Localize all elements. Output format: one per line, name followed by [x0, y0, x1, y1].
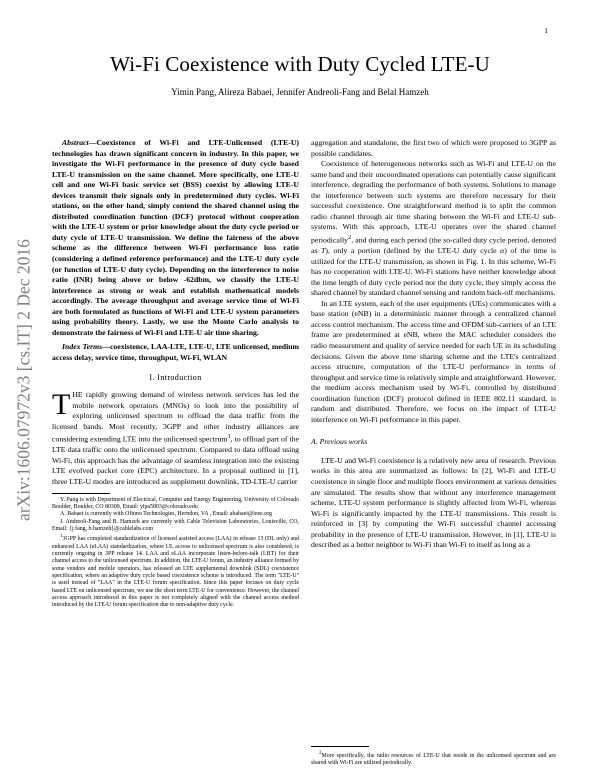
index-terms-text: —coexistence, LAA-LTE, LTE-U, LTE unlicensed, medium access delay, service time, throughput, Wi-Fi, WLAN: [52, 342, 299, 362]
footnote-marker-1: 1: [60, 534, 63, 540]
symbol-T: T: [321, 246, 326, 256]
intro-p1-part-b: , to offload part of the LTE data traffic onto the unlicensed spectrum. Compared to data offload using Wi-Fi, this approach has the advantage of seamless integration into the existing LTE evolved packet core (EPC) architecture. In a proposal outlined in [1], three LTE-U modes are introduced as supplement downlink, TD-LTE-U carrier: [52, 434, 299, 486]
footnote-author-2: A. Babaei is currently with Ofinno Technologies, Herndon, VA , Email: ababaei@ieee.org: [60, 511, 273, 518]
intro-p2-part-d: ) of the time is utilized for the LTE-U transmission, as shown in Fig. 1. In this scheme, Wi-Fi has no cooperation with LTE-U. Wi-Fi stations have neither knowledge about the time length of duty cycle period nor the duty cycle, they simply access the shared channel by standard channel sensing and random back-off mechanisms.: [311, 246, 556, 298]
intro-p2-part-c: ), only a portion (defined by the LTE-U duty cycle: [325, 246, 501, 256]
paper-title: Wi-Fi Coexistence with Duty Cycled LTE-U: [110, 52, 490, 76]
subsection-heading-previous-works: A. Previous works: [311, 437, 368, 447]
symbol-alpha: α: [500, 246, 505, 256]
page-number: 1: [544, 26, 548, 35]
footnote-marker-2: 2: [319, 751, 322, 756]
abstract: [52, 138, 299, 338]
section-heading-introduction: I. Introduction: [149, 373, 202, 383]
footnote-1-text: 3GPP has completed standardization of licensed assisted access (LAA) in release 13 (DL only) and enhanced LAA (eLAA) standardization, where UL access to unlicensed spectrum is also considered, is currently ongoing in 3PP release 14. LAA and eLAA incorporate listen-before-talk (LBT) for their channel access to the unlicensed spectrum. In addition, the LTE-U forum, an industry alliance formed by some vendors and mobile operators, has released an LTE supplemental downlink (SDL) coexistence specification, where an adaptive duty cycle based coexistence scheme is introduced. The term "LTE-U" is used instead of "LAA" in the LTE-U forum specification. Since this paper focuses on duty cycle based LTE on unlicensed spectrum, we use the short term LTE-U for convenience. However, the channel access approach introduced in this paper is not completely aligned with the channel access method introduced by the LTE-U forum specification due to non-adaptive duty cycle.: [52, 536, 299, 609]
footnote-divider-right: [311, 746, 369, 747]
arxiv-sidebar: [14, 175, 34, 585]
footnote-2: [311, 750, 556, 768]
footnote-2-text: More specifically, the radio resources of LTE-U that reside in the unlicensed spectrum and are shared with Wi-Fi are utilized periodically.: [311, 752, 556, 767]
footnote-ref-2: 2: [348, 233, 352, 241]
index-terms: [52, 342, 299, 363]
footnote-1: [52, 533, 299, 609]
left-column: [52, 138, 299, 610]
drop-cap: T: [52, 388, 71, 422]
footnote-author-3: J. Andreoli-Fang and B. Hamzeh are currently with Cable Television Laboratories, Louisville, CO, Email: {j.fang, b.hamzeh}@cablelabs.com: [52, 518, 299, 532]
intro-paragraph-2: [311, 159, 556, 299]
abstract-label: Abstract: [62, 138, 89, 147]
previous-works-paragraph: LTE-U and Wi-Fi coexistence is a relatively new area of research. Previous works in this area are summarized as follows: In [2], Wi-Fi and LTE-U coexistence in single floor and multiple floors environment at various densities are simulated. The results show that without any interference management scheme, LTE-U system performance is slightly affected from Wi-Fi, whereas Wi-Fi is significantly impacted by the LTE-U transmissions. This result is reinforced in [3] by computing the Wi-Fi successful channel accessing probability in the presence of LTE-U transmission. However, in [1], LTE-U is described as a better neighbor to Wi-Fi than Wi-Fi to itself as long as a: [311, 455, 556, 550]
intro-paragraph-1: [52, 390, 299, 488]
author-list: Yimin Pang, Alireza Babaei, Jennifer Andreoli-Fang and Belal Hamzeh: [171, 87, 429, 97]
footnote-author-1: Y. Pang is with Department of Electrical, Computer and Energy Engineering, University of Colorado Boulder, Boulder, CO 80309, Email: yipa5803@colorado.edu: [52, 496, 299, 510]
abstract-text: —Coexistence of Wi-Fi and LTE-Unlicensed (LTE-U) technologies has drawn significant concern in industry. In this paper, we investigate the Wi-Fi performance in the presence of duty cycle based LTE-U transmission on the same channel. More specifically, one LTE-U cell and one Wi-Fi basic service set (BSS) coexist by allowing LTE-U devices transmit their signals only in predetermined duty cycles. Wi-Fi stations, on the other hand, simply contend the shared channel using the distributed coordination function (DCF) protocol without cooperation with the LTE-U system or prior knowledge about the duty cycle period or duty cycle of LTE-U transmission. We define the fairness of the above scheme as the difference between Wi-Fi performance loss ratio (considering a defined reference performance) and the LTE-U duty cycle (or function of LTE-U duty cycle). Depending on the interference to noise ratio (INR) being above or below -62dbm, we classify the LTE-U interference as strong or weak and establish mathematical models accordingly. The average throughput and average service time of Wi-Fi are both formulated as functions of Wi-Fi and LTE-U system parameters using probability theory. Lastly, we use the Monte Carlo analysis to demonstrate the fairness of Wi-Fi and LTE-U air time sharing.: [52, 138, 299, 337]
index-terms-label: Index Terms: [62, 342, 103, 352]
intro-p2-part-a: Coexistence of heterogeneous networks such as Wi-Fi and LTE-U on the same band and their uncoordinated operations can potentially cause significant interference, degrading the performance of both systems. Solutions to manage the interference between such systems are therefore necessary for their successful coexistence. One straightforward method is to split the common radio channel through air time sharing between the Wi-Fi and LTE-U sub-systems. With this approach, LTE-U operates over the shared channel periodically: [311, 159, 556, 245]
intro-p1-continued: aggregation and standalone, the first two of which were proposed to 3GPP as possible candidates.: [311, 138, 556, 158]
footnote-2-block: [311, 741, 556, 768]
intro-paragraph-3: In an LTE system, each of the user equipments (UEs) communicates with a base station (eNB) in a deterministic manner through a centralized channel access control mechanism. The access time and OFDM sub-carriers of an LTE frame are predetermined at eNB, where the MAC scheduler considers the radio measurement and quality of service needed for each UE in its scheduling decisions. Given the above time sharing scheme and the LTE's centralized access structure, computation of the LTE-U performance in terms of throughput and service time is relatively simple and straightforward. However, the medium access mechanism used by Wi-Fi, controlled by distributed coordination function (DCF) protocol defined in IEEE 802.11 standard, is random and distributed. Therefore, we focus on the impact of LTE-U interference on Wi-Fi performance in this paper.: [311, 298, 556, 424]
intro-p1-part-a: HE rapidly growing demand of wireless network services has led the mobile network operators (MNOs) to look into the possibility of exploring unlicensed spectrum to offload the data traffic from the licensed bands. Most recently, 3GPP and other industry alliances are considering extending LTE into the unlicensed spectrum: [52, 390, 299, 444]
arxiv-identifier: arXiv:1606.07972v3 [cs.IT] 2 Dec 2016: [13, 239, 34, 521]
footnote-divider: [52, 493, 110, 494]
right-column: [311, 138, 556, 551]
intro-p2-part-b: , and during each period (the so-called duty cycle period, denoted as: [311, 235, 556, 256]
footnote-ref-1: 1: [227, 433, 231, 441]
